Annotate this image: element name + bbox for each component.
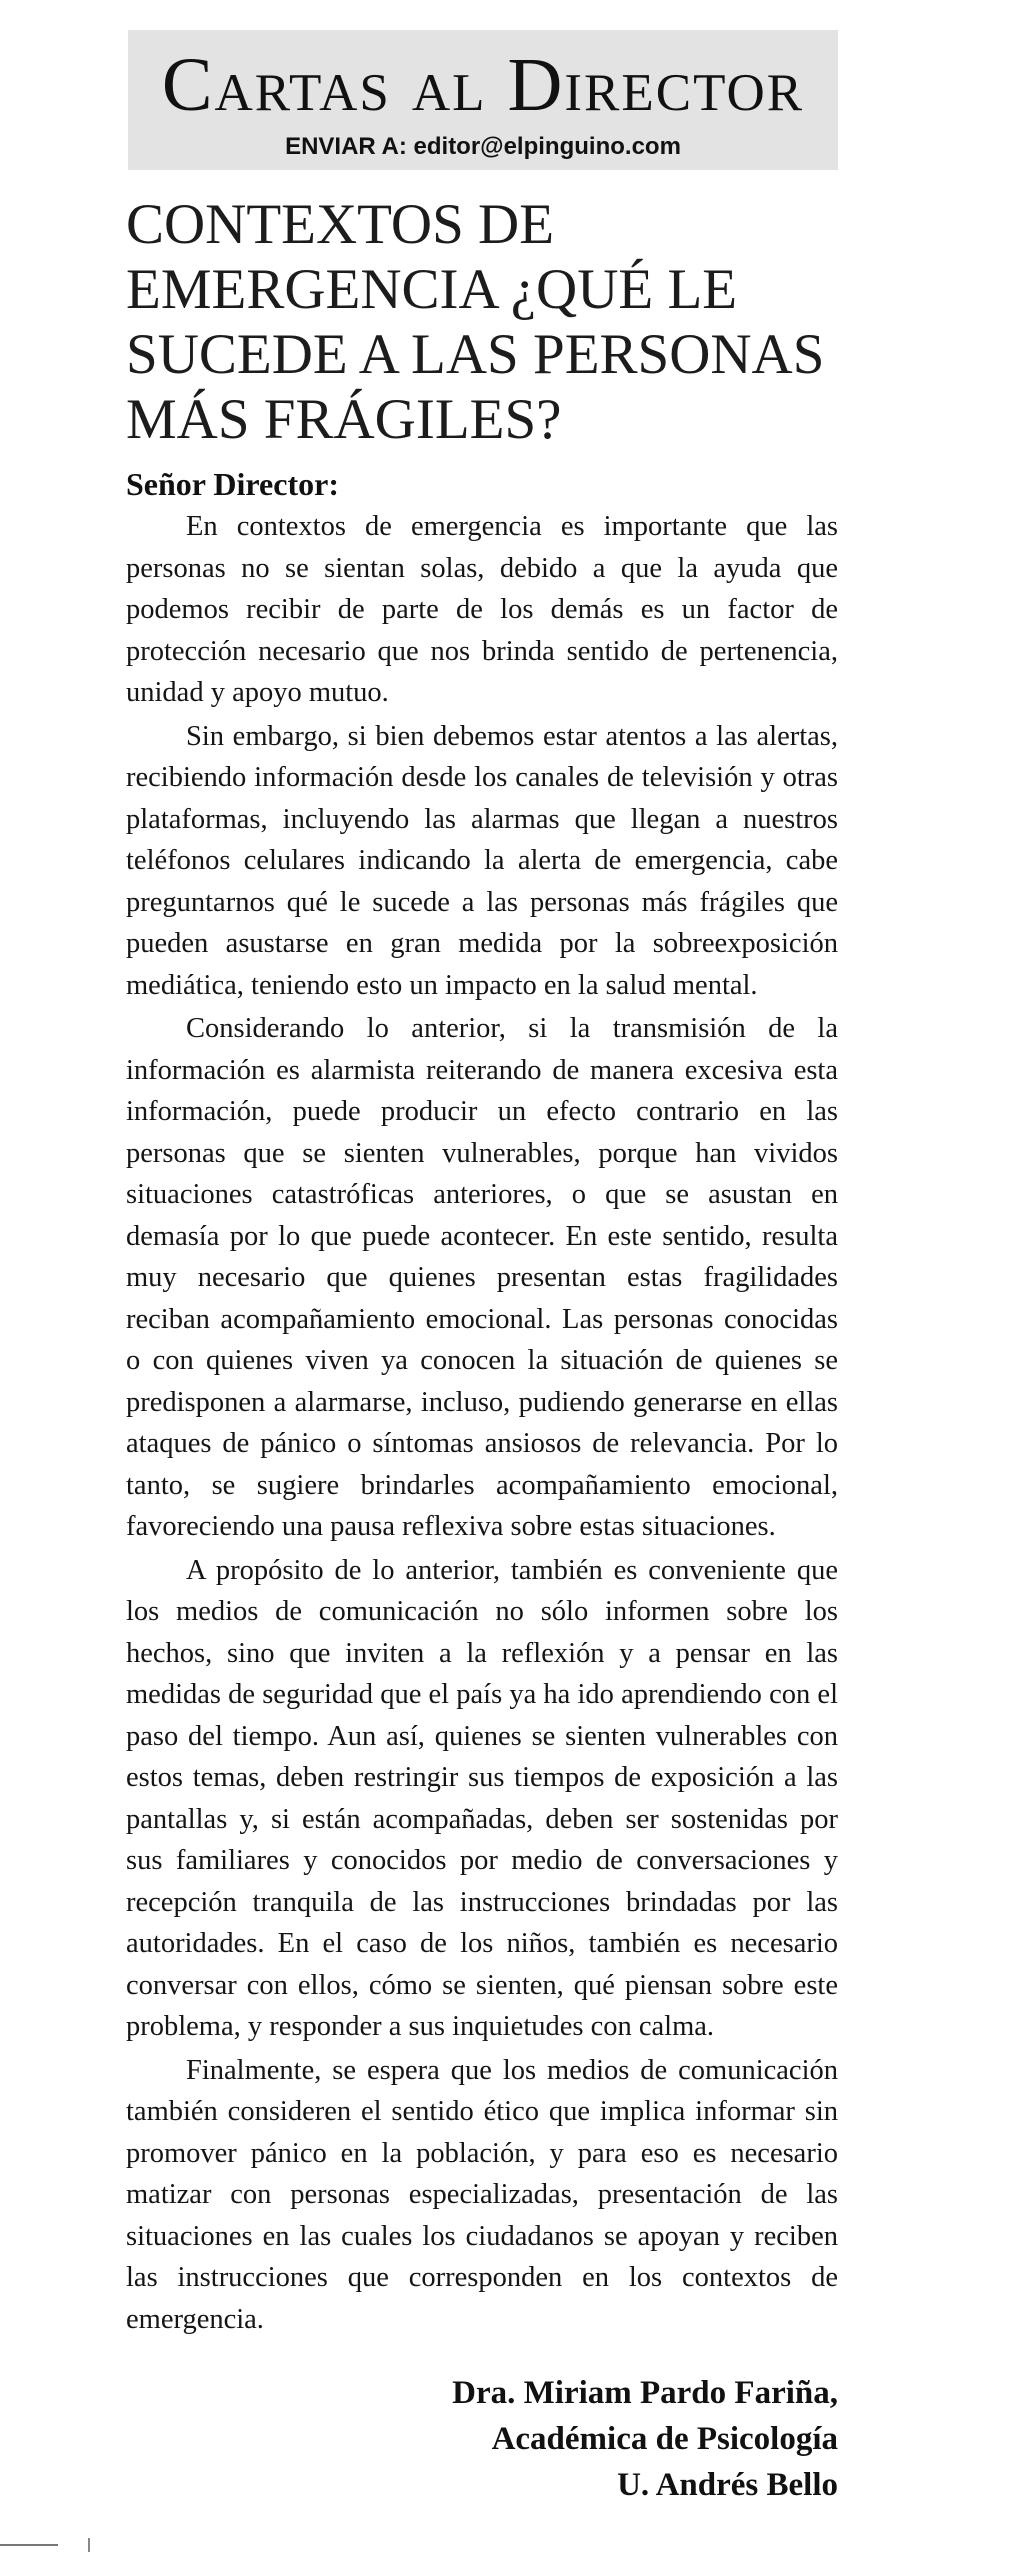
headline-line-3: SUCEDE A LAS PERSONAS: [126, 323, 825, 386]
section-header: [128, 30, 838, 170]
paragraph-3: Considerando lo anterior, si la transmisión de la información es alarmista reiterando de manera excesiva esta información, puede producir un efecto contrario en las personas que se sienten vulnerables, porque han vividos situaciones catastróficas anteriores, o que se asustan en demasía por lo que puede acontecer. En este sentido, resulta muy necesario que quienes presentan estas fragilidades reciban acompañamiento emocional. Las personas conocidas o con quienes viven ya conocen la situación de quienes se predisponen a alarmarse, incluso, pudiendo generarse en ellas ataques de pánico o síntomas ansiosos de relevancia. Por lo tanto, se sugiere brindarles acompañamiento emocional, favoreciendo una pausa reflexiva sobre estas situaciones.: [126, 1013, 838, 1542]
headline-line-2: EMERGENCIA ¿QUÉ LE: [126, 258, 738, 321]
send-to-email: ENVIAR A: editor@elpinguino.com: [285, 133, 681, 160]
letter-body: [126, 506, 838, 2342]
letter-headline: [126, 192, 846, 452]
signature-block: [452, 2370, 838, 2508]
paragraph-4: A propósito de lo anterior, también es conveniente que los medios de comunicación no sólo informen sobre los hechos, sino que inviten a la reflexión y a pensar en las medidas de seguridad que el país ya ha ido aprendiendo con el paso del tiempo. Aun así, quienes se sienten vulnerables con estos temas, deben restringir sus tiempos de exposición a las pantallas y, si están acompañadas, deben ser sostenidas por sus familiares y conocidos por medio de conversaciones y recepción tranquila de las instrucciones brindadas por las autoridades. En el caso de los niños, también es necesario conversar con ellos, cómo se sienten, qué piensan sobre este problema, y responder a sus inquietudes con calma.: [126, 1554, 838, 2042]
signature-name: Dra. Miriam Pardo Fariña,: [452, 2375, 838, 2411]
paragraph-1: En contextos de emergencia es importante que las personas no se sientan solas, debido a que la ayuda que podemos recibir de parte de los demás es un factor de protección necesario que nos brinda sentido de pertenencia, unidad y apoyo mutuo.: [126, 511, 838, 708]
paragraph-5: Finalmente, se espera que los medios de comunicación también consideren el sentido ético que implica informar sin promover pánico en la población, y para eso es necesario matizar con personas especializadas, presentación de las situaciones en las cuales los ciudadanos se apoyan y reciben las instrucciones que corresponden en los contextos de emergencia.: [126, 2054, 838, 2335]
paragraph-2: Sin embargo, si bien debemos estar atentos a las alertas, recibiendo información desde los canales de televisión y otras plataformas, incluyendo las alarmas que llegan a nuestros teléfonos celulares indicando la alerta de emergencia, cabe preguntarnos qué le sucede a las personas más frágiles que pueden asustarse en gran medida por la sobreexposición mediática, teniendo esto un impacto en la salud mental.: [126, 720, 838, 1001]
crop-mark: [0, 2544, 58, 2546]
crop-tick: [88, 2538, 90, 2552]
section-title: Cartas al Director: [161, 43, 805, 127]
signature-role: Académica de Psicología: [491, 2421, 838, 2457]
signature-institution: U. Andrés Bello: [617, 2467, 838, 2503]
headline-line-1: CONTEXTOS DE: [126, 193, 555, 256]
salutation: Señor Director:: [126, 466, 339, 502]
headline-line-4: MÁS FRÁGILES?: [126, 388, 562, 451]
